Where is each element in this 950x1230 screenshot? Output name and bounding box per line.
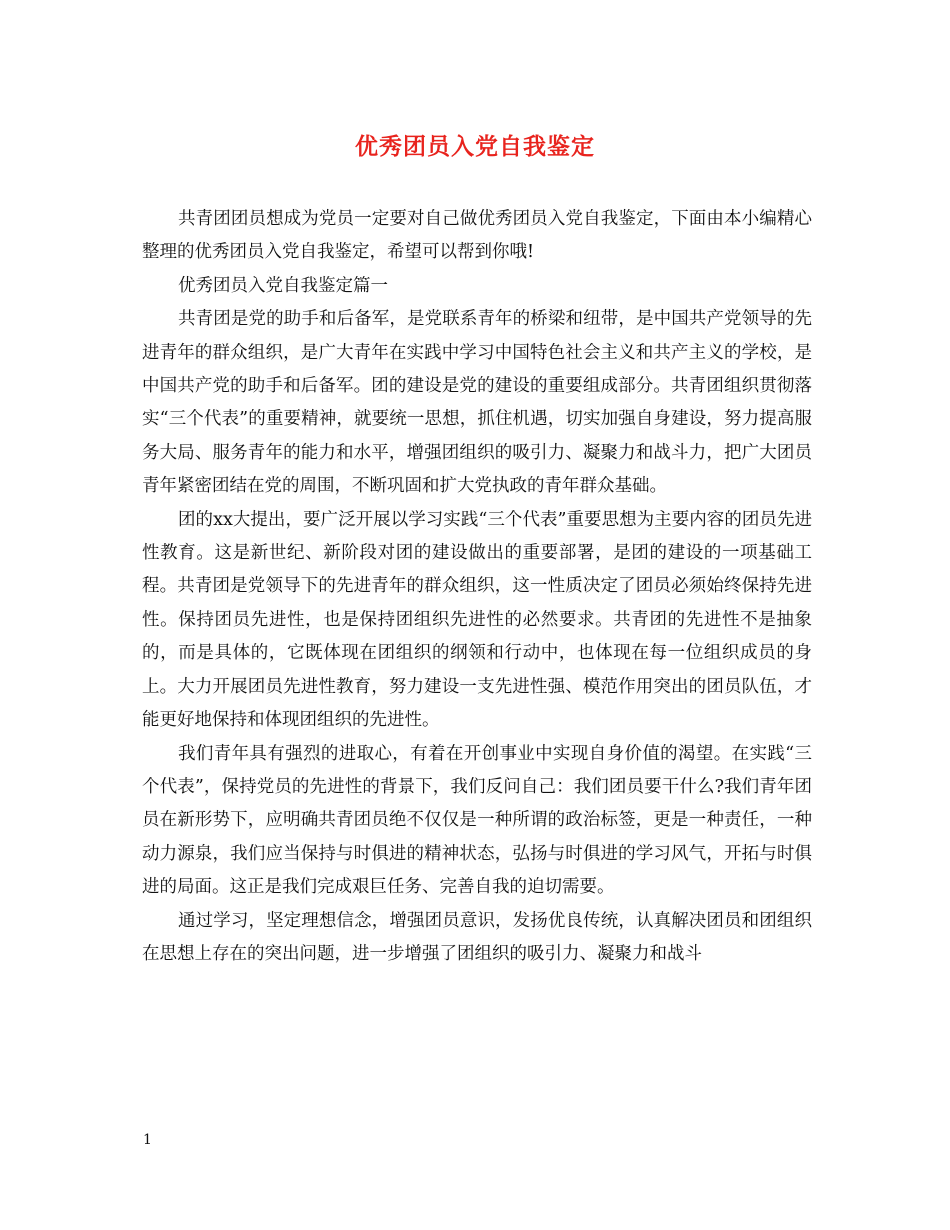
body-paragraph: 团的xx大提出，要广泛开展以学习实践“三个代表”重要思想为主要内容的团员先进性教育。这是新世纪、新阶段对团的建设做出的重要部署，是团的建设的一项基础工程。共青团是党领导下的先进青年的群众组织，这一性质决定了团员必须始终保持先进性。保持团员先进性，也是保持团组织先进性的必然要求。共青团的先进性不是抽象的，而是具体的，它既体现在团组织的纲领和行动中，也体现在每一位组织成员的身上。大力开展团员先进性教育，努力建设一支先进性强、模范作用突出的团员队伍，才能更好地保持和体现团组织的先进性。	[142, 509, 812, 731]
document-body	[142, 203, 812, 971]
section-heading: 优秀团员入党自我鉴定篇一	[178, 275, 388, 296]
body-paragraph: 我们青年具有强烈的进取心，有着在开创事业中实现自身价值的渴望。在实践“三个代表”，保持党员的先进性的背景下，我们反问自己：我们团员要干什么?我们青年团员在新形势下，应明确共青团员绝不仅仅是一种所谓的政治标签，更是一种责任，一种动力源泉，我们应当保持与时俱进的精神状态，弘扬与时俱进的学习风气，开拓与时俱进的局面。这正是我们完成艰巨任务、完善自我的迫切需要。	[142, 743, 812, 898]
body-paragraph: 通过学习，坚定理想信念，增强团员意识，发扬优良传统，认真解决团员和团组织在思想上存在的突出问题，进一步增强了团组织的吸引力、凝聚力和战斗	[142, 910, 812, 964]
page-number: 1	[143, 1132, 152, 1148]
document-title: 优秀团员入党自我鉴定	[355, 134, 595, 160]
intro-paragraph: 共青团团员想成为党员一定要对自己做优秀团员入党自我鉴定，下面由本小编精心整理的优秀团员入党自我鉴定，希望可以帮到你哦!	[142, 209, 812, 263]
body-paragraph: 共青团是党的助手和后备军，是党联系青年的桥梁和纽带，是中国共产党领导的先进青年的群众组织，是广大青年在实践中学习中国特色社会主义和共产主义的学校，是中国共产党的助手和后备军。团的建设是党的建设的重要组成部分。共青团组织贯彻落实“三个代表”的重要精神，就要统一思想，抓住机遇，切实加强自身建设，努力提高服务大局、服务青年的能力和水平，增强团组织的吸引力、凝聚力和战斗力，把广大团员青年紧密团结在党的周围，不断巩固和扩大党执政的青年群众基础。	[142, 309, 812, 497]
